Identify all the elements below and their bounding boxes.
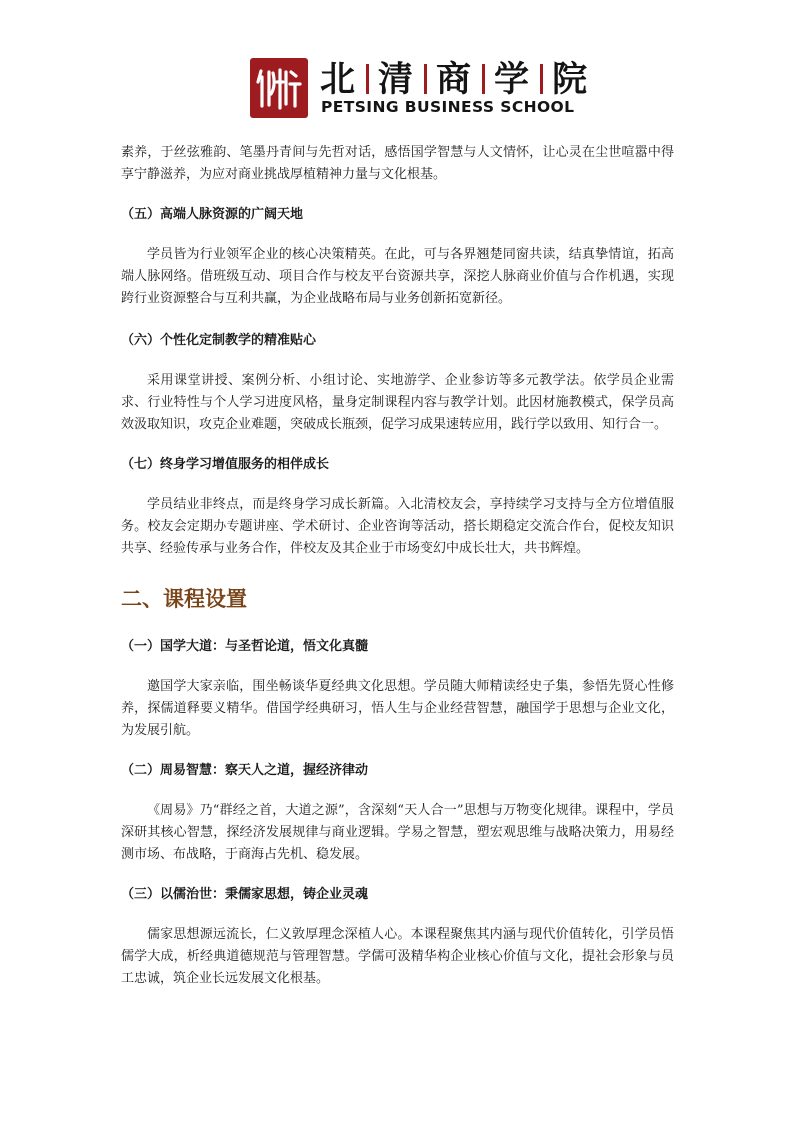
brand-name-cn [320, 52, 589, 102]
course-paragraph: 《周易》乃“群经之首，大道之源”，含深刻“天人合一”思想与万物变化规律。课程中，学员深研其核心智慧，探经济发展规律与商业逻辑。学易之智慧，塑宏观思维与战略决策力，用易经测市场、布战略，于商海占先机、稳发展。 [121, 803, 674, 862]
seal-logo-icon [250, 58, 308, 118]
page-header [250, 58, 590, 120]
document-body [121, 142, 674, 990]
section-heading: （六）个性化定制教学的精准贴心 [121, 333, 317, 348]
course-paragraph: 儒家思想源远流长，仁义敦厚理念深植人心。本课程聚焦其内涵与现代价值转化，引学员悟儒学大成，析经典道德规范与管理智慧。学儒可汲精华构企业核心价值与文化，提社会形象与员工忠诚，筑企业长远发展文化根基。 [121, 927, 674, 986]
brand-char: 学 [494, 60, 532, 100]
brand-char: 院 [552, 60, 590, 100]
brand-divider [424, 64, 427, 94]
course-heading: （三）以儒治世：秉儒家思想，铸企业灵魂 [121, 887, 369, 902]
brand-name-en: PETSING BUSINESS SCHOOL [321, 98, 575, 116]
intro-paragraph: 素养，于丝弦雅韵、笔墨丹青间与先哲对话，感悟国学智慧与人文情怀，让心灵在尘世喧嚣中得享宁静滋养，为应对商业挑战厚植精神力量与文化根基。 [121, 145, 674, 182]
section-paragraph: 采用课堂讲授、案例分析、小组讨论、实地游学、企业参访等多元教学法。依学员企业需求、行业特性与个人学习进度风格，量身定制课程内容与教学计划。此因材施教模式，保学员高效汲取知识，攻克企业难题，突破成长瓶颈，促学习成果速转应用，践行学以致用、知行合一。 [121, 373, 674, 432]
brand-divider [540, 64, 543, 94]
brand-divider [482, 64, 485, 94]
section-heading: （七）终身学习增值服务的相伴成长 [121, 457, 330, 472]
course-heading: （二）周易智慧：察天人之道，握经济律动 [121, 763, 369, 778]
course-heading: （一）国学大道：与圣哲论道，悟文化真髓 [121, 639, 369, 654]
brand-char: 清 [378, 60, 416, 100]
section-heading: （五）高端人脉资源的广阔天地 [121, 207, 304, 222]
chapter-title: 二、课程设置 [121, 587, 247, 611]
section-paragraph: 学员皆为行业领军企业的核心决策精英。在此，可与各界翘楚同窗共读，结真挚情谊，拓高端人脉网络。借班级互动、项目合作与校友平台资源共享，深挖人脉商业价值与合作机遇，实现跨行业资源整合与互利共赢，为企业战略布局与业务创新拓宽新径。 [121, 247, 674, 306]
course-paragraph: 邀国学大家亲临，围坐畅谈华夏经典文化思想。学员随大师精读经史子集，参悟先贤心性修养，探儒道释要义精华。借国学经典研习，悟人生与企业经营智慧，融国学于思想与企业文化，为发展引航。 [121, 679, 674, 738]
brand-char: 商 [436, 60, 474, 100]
brand-char: 北 [320, 60, 358, 100]
brand-divider [366, 64, 369, 94]
section-paragraph: 学员结业非终点，而是终身学习成长新篇。入北清校友会，享持续学习支持与全方位增值服务。校友会定期办专题讲座、学术研讨、企业咨询等活动，搭长期稳定交流合作台，促校友知识共享、经验传承与业务合作，伴校友及其企业于市场变幻中成长壮大，共书辉煌。 [121, 497, 674, 556]
